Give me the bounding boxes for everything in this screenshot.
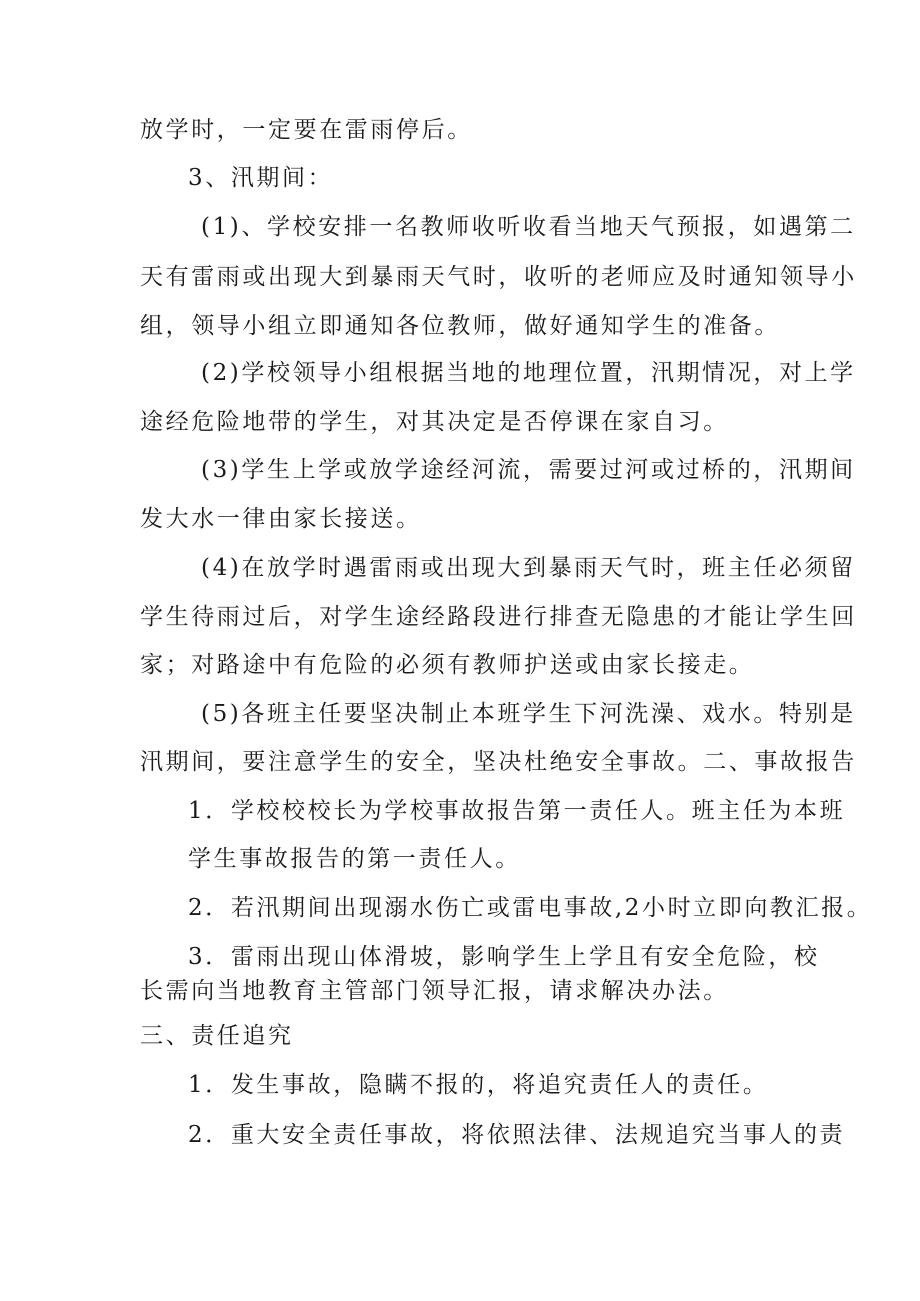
text-line: (3)学生上学或放学途经河流，需要过河或过桥的，汛期间 [201, 457, 856, 483]
text-line: 1．发生事故，隐瞒不报的，将追究责任人的责任。 [188, 1072, 769, 1098]
text-line: 发大水一律由家长接送。 [140, 506, 422, 532]
text-line: 汛期间，要注意学生的安全，坚决杜绝安全事故。二、事故报告 [140, 749, 857, 775]
text-line: (2)学校领导小组根据当地的地理位置，汛期情况，对上学 [201, 360, 856, 386]
text-line: 1．学校校校长为学校事故报告第一责任人。班主任为本班 [188, 798, 846, 824]
text-line: (1)、学校安排一名教师收听收看当地天气预报，如遇第二 [201, 214, 856, 240]
text-line: 3．雷雨出现山体滑坡，影响学生上学且有安全危险，校 [188, 944, 820, 970]
text-line: 途经危险地带的学生，对其决定是否停课在家自习。 [140, 409, 729, 435]
text-line: 家；对路途中有危险的必须有教师护送或由家长接走。 [140, 652, 755, 678]
text-line: 天有雷雨或出现大到暴雨天气时，收听的老师应及时通知领导小 [140, 264, 857, 290]
text-line: 长需向当地教育主管部门领导汇报，请求解决办法。 [140, 978, 729, 1004]
text-line: 组，领导小组立即通知各位教师，做好通知学生的准备。 [140, 313, 780, 339]
text-line: 放学时，一定要在雷雨停后。 [140, 117, 473, 143]
text-line: 2．重大安全责任事故，将依照法律、法规追究当事人的责 [188, 1122, 846, 1148]
text-line: (4)在放学时遇雷雨或出现大到暴雨天气时，班主任必须留 [201, 555, 856, 581]
text-line: 学生事故报告的第一责任人。 [188, 846, 521, 872]
text-line: 学生待雨过后，对学生途经路段进行排查无隐患的才能让学生回 [140, 604, 857, 630]
text-line: 2．若汛期间出现溺水伤亡或雷电事故,2小时立即向教汇报。 [188, 895, 873, 921]
text-line: (5)各班主任要坚决制止本班学生下河洗澡、戏水。特别是 [201, 701, 856, 727]
section-heading: 三、责任追究 [140, 1023, 294, 1049]
section-heading: 3、汛期间： [188, 165, 334, 191]
